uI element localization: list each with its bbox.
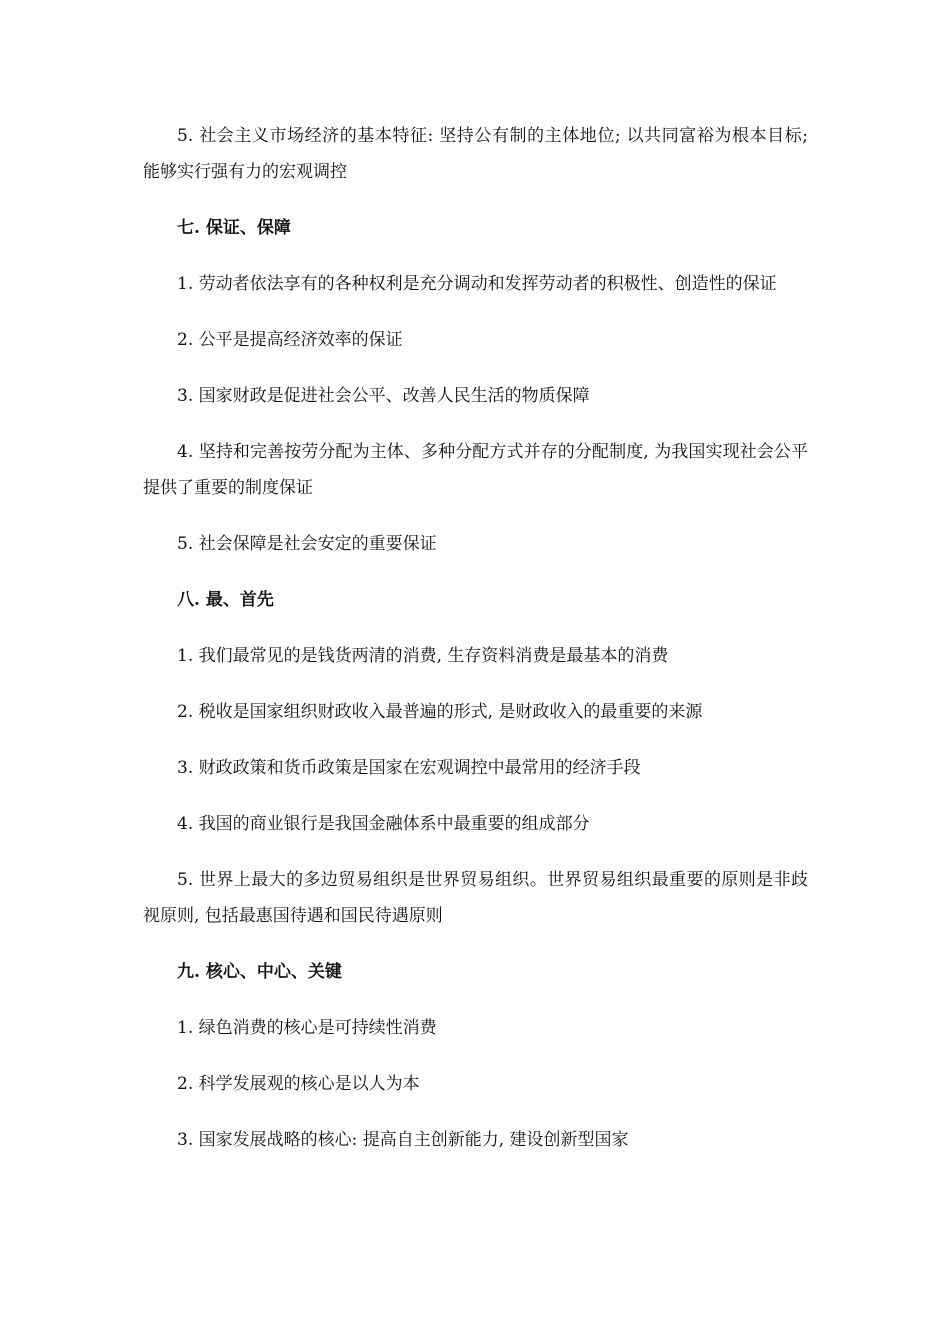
paragraph-guarantee-1: 1. 劳动者依法享有的各种权利是充分调动和发挥劳动者的积极性、创造性的保证 [177, 274, 777, 294]
paragraph-core-3: 3. 国家发展战略的核心: 提高自主创新能力, 建设创新型国家 [177, 1130, 629, 1150]
paragraph-most-1: 1. 我们最常见的是钱货两清的消费, 生存资料消费是最基本的消费 [177, 646, 669, 666]
section-heading-core: 九. 核心、中心、关键 [177, 962, 342, 982]
paragraph-guarantee-3: 3. 国家财政是促进社会公平、改善人民生活的物质保障 [177, 386, 590, 406]
paragraph-core-2: 2. 科学发展观的核心是以人为本 [177, 1074, 420, 1094]
paragraph-guarantee-5: 5. 社会保障是社会安定的重要保证 [177, 534, 437, 554]
paragraph-most-5: 5. 世界上最大的多边贸易组织是世界贸易组织。世界贸易组织最重要的原则是非歧视原则, 包括最惠国待遇和国民待遇原则 [143, 870, 808, 926]
paragraph-most-2: 2. 税收是国家组织财政收入最普遍的形式, 是财政收入的最重要的来源 [177, 702, 703, 722]
section-heading-most-first: 八. 最、首先 [177, 590, 274, 610]
paragraph-socialist-market-features: 5. 社会主义市场经济的基本特征: 坚持公有制的主体地位; 以共同富裕为根本目标; 能够实行强有力的宏观调控 [143, 126, 808, 182]
section-heading-guarantee: 七. 保证、保障 [177, 218, 291, 238]
paragraph-most-3: 3. 财政政策和货币政策是国家在宏观调控中最常用的经济手段 [177, 758, 641, 778]
paragraph-guarantee-4: 4. 坚持和完善按劳分配为主体、多种分配方式并存的分配制度, 为我国实现社会公平提供了重要的制度保证 [143, 442, 808, 498]
paragraph-core-1: 1. 绿色消费的核心是可持续性消费 [177, 1018, 437, 1038]
document-page [143, 118, 808, 1158]
paragraph-guarantee-2: 2. 公平是提高经济效率的保证 [177, 330, 403, 350]
paragraph-most-4: 4. 我国的商业银行是我国金融体系中最重要的组成部分 [177, 814, 590, 834]
